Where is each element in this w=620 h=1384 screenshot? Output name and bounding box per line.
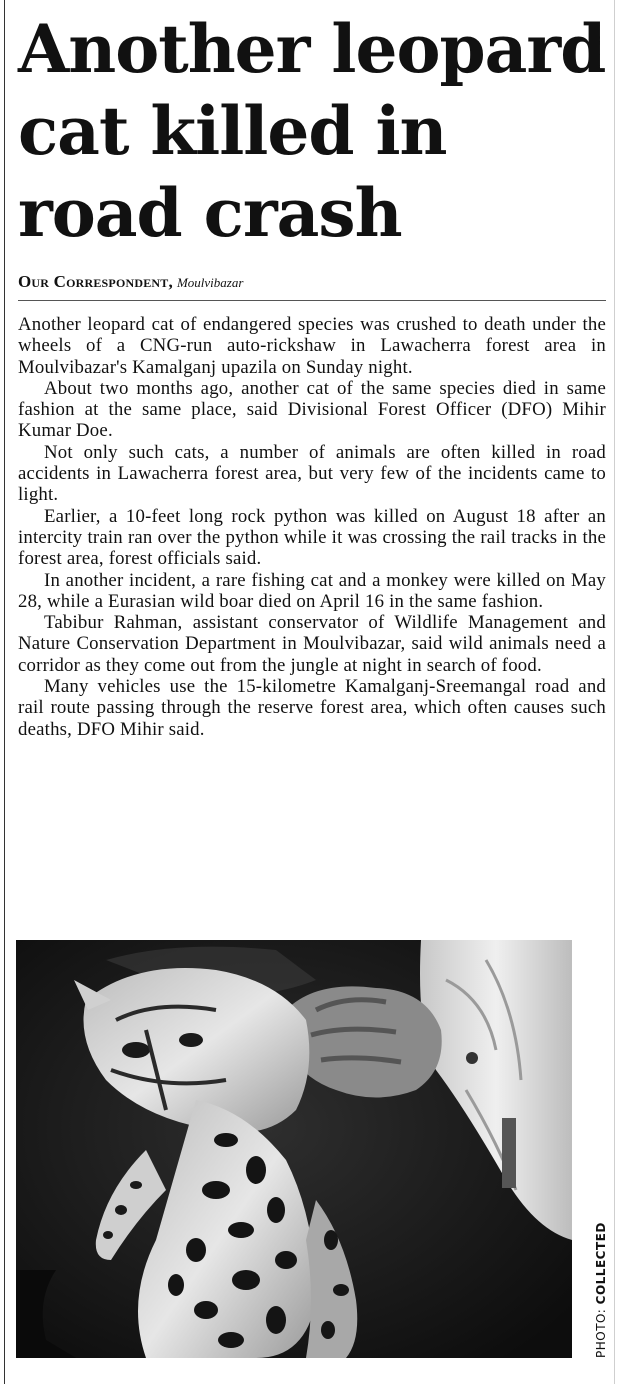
photo-credit-source: COLLECTED [594,1222,608,1305]
paragraph-2: About two months ago, another cat of the same species died in same fashion at the same place, said Divisional Forest Officer (DFO) Mihir Kumar Doe. [18,377,606,442]
paragraph-5: In another incident, a rare fishing cat and a monkey were killed on May 28, while a Eurasian wild boar died on April 16 in the same fashion. [18,569,606,612]
headline: Another leopard cat killed in road crash [18,10,606,252]
byline-location: Moulvibazar [176,275,244,290]
photo-credit [572,940,616,1358]
byline-divider [18,300,606,301]
paragraph-4: Earlier, a 10-feet long rock python was killed on August 18 after an intercity train ran over the python while it was crossing the rail tracks in the forest area, forest officials said. [18,505,606,570]
paragraph-7: Many vehicles use the 15-kilometre Kamalganj-Sreemangal road and rail route passing through the reserve forest area, which often causes such deaths, DFO Mihir said. [18,676,606,740]
paragraph-3: Not only such cats, a number of animals are often killed in road accidents in Lawacherra forest area, but very few of the incidents came to light. [18,441,606,506]
byline [18,272,608,294]
leopard-cat-photo [16,940,572,1358]
byline-name: Our Correspondent, [18,272,173,291]
article-body [18,314,606,740]
photo-credit-label: PHOTO: [594,1304,608,1358]
paragraph-6: Tabibur Rahman, assistant conservator of Wildlife Management and Nature Conservation Department in Moulvibazar, said wild animals need a corridor as they come out from the jungle at night in search of food. [18,612,606,676]
paragraph-1: Another leopard cat of endangered species was crushed to death under the wheels of a CNG-run auto-rickshaw in Lawacherra forest area in Moulvibazar's Kamalganj upazila on Sunday night. [18,314,606,378]
left-column-rule [4,0,5,1384]
